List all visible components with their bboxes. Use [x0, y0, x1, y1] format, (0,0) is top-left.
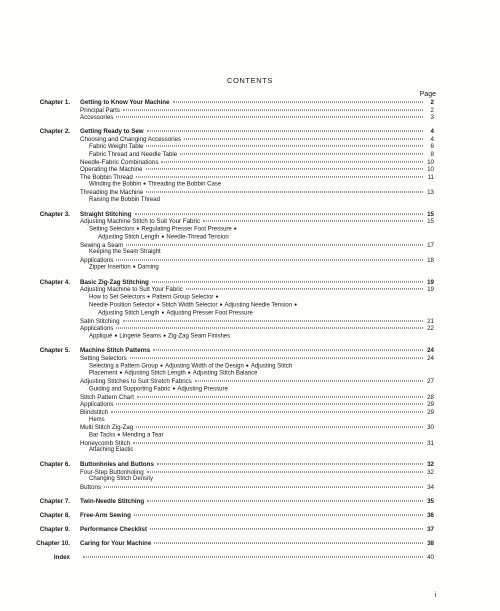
- chapter-block: [0, 279, 500, 341]
- chapter-label: Chapter 4.: [39, 278, 70, 286]
- entry-title: The Bobbin Thread: [80, 173, 133, 181]
- bullet-icon: ●: [147, 294, 151, 301]
- dot-leader: [153, 350, 423, 351]
- dot-leader: [186, 289, 423, 290]
- entry-title: Needle-Fabric Combinations: [80, 158, 159, 166]
- chapter-block: [0, 512, 500, 520]
- chapter-block: [0, 99, 500, 122]
- entry-title: Adjusting Machine to Suit Your Fabric: [80, 286, 183, 294]
- entry-title: Stitch Pattern Chart: [80, 393, 134, 401]
- entry-title: Applications: [80, 401, 114, 409]
- subtopic-item: Guiding and Supporting Fabric: [89, 386, 171, 393]
- entry-page: 19: [427, 278, 434, 286]
- entry-page: 19: [427, 286, 434, 294]
- subtopic-item: Selecting a Pattern Group: [89, 363, 159, 370]
- bullet-icon: ●: [143, 181, 147, 188]
- toc-entry[interactable]: [80, 107, 434, 115]
- chapter-list: [0, 99, 500, 568]
- bullet-icon: ●: [132, 264, 136, 271]
- toc-entry[interactable]: [80, 409, 434, 417]
- toc-entry[interactable]: [80, 218, 434, 226]
- toc-entry[interactable]: [80, 484, 434, 492]
- chapter-label: Chapter 1.: [39, 99, 70, 106]
- subtopic-item: Adjusting Presser Foot Pressure: [166, 310, 253, 317]
- chapter-heading-entry[interactable]: [80, 99, 434, 107]
- chapter-entries: [80, 99, 434, 122]
- chapter-label: Index: [53, 554, 70, 562]
- toc-entry[interactable]: [80, 469, 434, 477]
- subtopic-line: [80, 370, 434, 378]
- subtopic-item: Pattern Group Selector: [152, 294, 214, 301]
- subtopic-item: Zig-Zag Seam Finishes: [168, 333, 231, 340]
- toc-entry[interactable]: [80, 159, 434, 167]
- subtopic-item: Changing Stitch Density: [89, 476, 154, 483]
- entry-page: 2: [430, 106, 434, 114]
- chapter-label: Chapter 6.: [39, 461, 70, 469]
- chapter-heading-entry[interactable]: [80, 498, 434, 506]
- subtopic-item: Lingerie Seams: [119, 333, 162, 340]
- subtopic-item: Bar Tacks: [89, 432, 116, 439]
- toc-entry[interactable]: [80, 174, 434, 182]
- entry-page: 32: [427, 468, 434, 476]
- subtopic-item: Raising the Bobbin Thread: [89, 196, 160, 203]
- dot-leader: [104, 486, 423, 487]
- subtopic-line: [80, 234, 434, 242]
- subtopic-item: Attaching Elastic: [89, 447, 134, 454]
- bullet-icon: ●: [187, 370, 191, 377]
- entry-page: 40: [427, 554, 434, 562]
- entry-title: Fabric Weight Table: [89, 143, 144, 151]
- subtopic-item: Setting Selectors: [89, 226, 135, 233]
- entry-title: Choosing and Changing Accessories: [80, 135, 182, 143]
- entry-title: Applications: [80, 325, 114, 333]
- subtopic-item: Stitch Width Selector: [161, 302, 218, 309]
- subtopic-line: [80, 302, 434, 310]
- entry-title: Principal Parts: [80, 106, 120, 114]
- subtopic-item: Adjusting Stitch Length: [98, 310, 160, 317]
- subtopic-line: [80, 417, 434, 424]
- chapter-heading-entry[interactable]: [80, 128, 434, 136]
- subtopic-line: [80, 333, 434, 341]
- subtopic-item: How to Set Selectors: [89, 294, 146, 301]
- entry-title: Satin Stitching: [80, 317, 120, 325]
- dot-leader: [126, 244, 423, 245]
- chapter-block: [0, 211, 500, 273]
- entry-page: 38: [427, 540, 434, 547]
- chapter-label: Chapter 10.: [36, 540, 70, 547]
- subtopic-item: Threading the Bobbin Case: [148, 181, 222, 188]
- chapter-label: Chapter 9.: [39, 525, 70, 533]
- subtopic-item: Mending a Tear: [122, 432, 164, 439]
- entry-page: 29: [427, 401, 434, 409]
- entry-page: 37: [427, 525, 434, 533]
- chapter-label: Chapter 5.: [39, 347, 70, 355]
- subtopic-item: Adjusting Stitch Length: [98, 234, 160, 241]
- chapter-block: [0, 540, 500, 548]
- entry-page: 29: [427, 409, 434, 417]
- bullet-icon: ●: [156, 301, 160, 308]
- chapter-entries: [80, 279, 434, 341]
- chapter-entries: [80, 540, 434, 548]
- entry-page: 21: [427, 317, 434, 325]
- subtopic-item: Regulating Presser Foot Pressure: [141, 226, 232, 233]
- chapter-block: [0, 526, 500, 534]
- bullet-icon: ●: [161, 233, 165, 240]
- dot-leader: [184, 138, 423, 139]
- dot-leader: [147, 471, 423, 472]
- entry-title: Buttonholes and Buttons: [80, 461, 154, 469]
- entry-page: 22: [427, 325, 434, 333]
- entry-title: Honeycomb Stitch: [80, 439, 131, 447]
- bullet-icon: ●: [294, 301, 298, 308]
- entry-page: 15: [427, 218, 434, 226]
- toc-entry[interactable]: [80, 318, 434, 326]
- entry-title: Accessories: [80, 114, 114, 122]
- toc-entry[interactable]: [80, 401, 434, 409]
- entry-page: 6: [430, 143, 434, 151]
- bullet-icon: ●: [215, 294, 219, 301]
- subtopic-line: [80, 476, 434, 483]
- subtopic-item: Winding the Bobbin: [89, 181, 142, 188]
- subtopic-item: Needle Position Selector: [89, 302, 155, 309]
- toc-entry[interactable]: [80, 166, 434, 174]
- entry-page: 34: [427, 483, 434, 491]
- subtopic-line: [80, 226, 434, 234]
- dot-leader: [173, 102, 424, 103]
- subtopic-item: Adjusting Pressure: [177, 386, 228, 393]
- dot-leader: [111, 412, 423, 413]
- subtopic-item: Appliqué: [89, 333, 113, 340]
- bullet-icon: ●: [114, 332, 118, 339]
- bullet-icon: ●: [219, 301, 223, 308]
- chapter-heading-entry[interactable]: [80, 347, 434, 355]
- toc-entry[interactable]: [80, 189, 434, 197]
- chapter-block: [0, 461, 500, 491]
- bullet-icon: ●: [160, 362, 164, 369]
- entry-title: Free-Arm Sewing: [80, 511, 131, 519]
- dot-leader: [83, 557, 423, 558]
- dot-leader: [146, 169, 423, 170]
- subtopic-line: [80, 264, 434, 272]
- dot-leader: [130, 357, 423, 358]
- entry-page: 35: [427, 497, 434, 505]
- bullet-icon: ●: [172, 385, 176, 392]
- chapter-block: [0, 498, 500, 506]
- chapter-block: [0, 128, 500, 204]
- entry-page: 18: [427, 256, 434, 264]
- chapter-block: [0, 554, 500, 562]
- entry-title: Four-Step Buttonholing: [80, 468, 144, 476]
- entry-title: Caring for Your Machine: [80, 540, 152, 547]
- toc-entry[interactable]: [80, 114, 434, 122]
- toc-entry[interactable]: [80, 325, 434, 333]
- subtopic-line: [80, 447, 434, 454]
- chapter-entries: [80, 512, 434, 520]
- entry-page: 24: [427, 347, 434, 355]
- entry-page: 13: [427, 189, 434, 197]
- subtopic-line: [80, 249, 434, 256]
- subtopic-item: Darning: [137, 264, 159, 271]
- toc-entry[interactable]: [80, 440, 434, 448]
- chapter-heading-entry[interactable]: [80, 211, 434, 219]
- dot-leader: [116, 117, 423, 118]
- subtopic-line: [80, 386, 434, 394]
- dot-leader: [123, 320, 423, 321]
- bullet-icon: ●: [233, 226, 237, 233]
- dot-leader: [116, 328, 423, 329]
- subtopic-item: Hems: [89, 416, 105, 423]
- toc-entry[interactable]: [80, 242, 434, 250]
- entry-title: Adjusting Machine Stitch to Suit Your Fabric: [80, 218, 201, 226]
- entry-page: 3: [430, 114, 434, 122]
- entry-title: Buttons: [80, 483, 101, 491]
- entry-page: 36: [427, 511, 434, 519]
- page-column-header: Page: [419, 91, 436, 98]
- entry-title: Machine Stitch Patterns: [80, 347, 151, 355]
- dot-leader: [150, 528, 423, 529]
- bullet-icon: ●: [245, 362, 249, 369]
- bullet-icon: ●: [163, 332, 167, 339]
- entry-page: 28: [427, 393, 434, 401]
- entry-page: 11: [427, 173, 434, 181]
- dot-leader: [135, 213, 423, 214]
- chapter-entries: [80, 461, 434, 491]
- dot-leader: [136, 427, 423, 428]
- toc-entry[interactable]: [80, 257, 434, 265]
- dot-leader: [152, 281, 423, 282]
- dot-leader: [137, 396, 423, 397]
- dot-leader: [195, 381, 423, 382]
- entry-title: Performance Checklist: [80, 525, 148, 533]
- chapter-heading-entry[interactable]: [80, 526, 434, 534]
- page-number: i: [434, 592, 436, 599]
- subtopic-line: [80, 363, 434, 371]
- entry-page: 30: [427, 424, 434, 432]
- toc-entry[interactable]: [80, 394, 434, 402]
- chapter-entries: [80, 554, 434, 562]
- dot-leader: [203, 221, 423, 222]
- dot-leader: [161, 161, 423, 162]
- entry-title: Applications: [80, 256, 114, 264]
- dot-leader: [123, 109, 423, 110]
- entry-title: Setting Selectors: [80, 354, 127, 362]
- dot-leader: [134, 514, 423, 515]
- dot-leader: [146, 192, 423, 193]
- chapter-label: Chapter 8.: [39, 511, 70, 519]
- dot-leader: [133, 442, 423, 443]
- chapter-heading-entry[interactable]: [80, 279, 434, 287]
- subtopic-item: Adjusting Needle Tension: [224, 302, 293, 309]
- entry-title: Fabric Thread and Needle Table: [89, 151, 178, 159]
- entry-title: Twin-Needle Stitching: [80, 497, 145, 505]
- dot-leader: [147, 500, 423, 501]
- subtopic-item: Adjusting Stitch: [250, 363, 293, 370]
- dot-leader: [146, 146, 423, 147]
- subtopic-line: [80, 197, 434, 204]
- dot-leader: [154, 543, 423, 544]
- chapter-heading-entry[interactable]: [80, 512, 434, 520]
- entry-page: 2: [430, 99, 434, 106]
- page-title: CONTENTS: [226, 76, 274, 85]
- chapter-entries: [80, 526, 434, 534]
- entry-page: 17: [427, 241, 434, 249]
- chapter-heading-entry[interactable]: [80, 461, 434, 469]
- entry-page: 4: [430, 135, 434, 143]
- dot-leader: [147, 131, 423, 132]
- entry-page: 24: [427, 354, 434, 362]
- subtopic-item: Adjusting Width of the Design: [165, 363, 244, 370]
- entry-title: Threading the Machine: [80, 189, 144, 197]
- chapter-entries: [80, 347, 434, 454]
- toc-entry[interactable]: [80, 355, 434, 363]
- subtopic-item: Adjusting Stitch Balance: [192, 370, 258, 377]
- entry-page: 31: [427, 439, 434, 447]
- entry-page: 32: [427, 461, 434, 469]
- dot-leader: [116, 404, 423, 405]
- entry-title: Adjusting Stitches to Suit Stretch Fabrics: [80, 378, 192, 386]
- entry-title: Straight Stitching: [80, 210, 132, 218]
- toc-entry[interactable]: [80, 424, 434, 432]
- chapter-block: [0, 347, 500, 454]
- entry-title: Multi Stitch Zig-Zag: [80, 424, 134, 432]
- bullet-icon: ●: [136, 226, 140, 233]
- entry-title: Basic Zig-Zag Stitching: [80, 278, 149, 286]
- subtopic-item: Keeping the Seam Straight: [89, 249, 161, 256]
- chapter-entries: [80, 211, 434, 273]
- chapter-label: Chapter 3.: [39, 210, 70, 218]
- entry-page: 4: [430, 128, 434, 136]
- toc-entry[interactable]: [80, 286, 434, 294]
- entry-page: 15: [427, 210, 434, 218]
- chapter-entries: [80, 128, 434, 204]
- toc-entry[interactable]: [80, 378, 434, 386]
- chapter-label: Chapter 2.: [39, 128, 70, 136]
- dot-leader: [157, 464, 423, 465]
- entry-title: Operating the Machine: [80, 166, 143, 174]
- dot-leader: [180, 154, 423, 155]
- subtopic-item: Zipper Insertion: [89, 264, 131, 271]
- toc-entry[interactable]: [80, 143, 434, 151]
- bullet-icon: ●: [161, 309, 165, 316]
- subtopic-item: Adjusting Stitch Length: [124, 370, 186, 377]
- chapter-entries: [80, 498, 434, 506]
- subtopic-line: [80, 181, 434, 189]
- chapter-heading-entry[interactable]: [80, 540, 434, 548]
- entry-page: 10: [427, 158, 434, 166]
- bullet-icon: ●: [117, 431, 121, 438]
- entry-page: 27: [427, 378, 434, 386]
- entry-title: Getting Ready to Sew: [80, 128, 144, 136]
- entry-page: 10: [427, 166, 434, 174]
- subtopic-item: Needle-Thread Tension: [166, 234, 229, 241]
- subtopic-line: [80, 432, 434, 440]
- entry-title: Blindstitch: [80, 409, 109, 417]
- toc-entry[interactable]: [80, 554, 434, 562]
- entry-page: 8: [430, 151, 434, 159]
- dot-leader: [116, 259, 423, 260]
- entry-title: Sewing a Seam: [80, 241, 124, 249]
- chapter-label: Chapter 7.: [39, 497, 70, 505]
- subtopic-line: [80, 310, 434, 318]
- toc-entry[interactable]: [80, 151, 434, 159]
- bullet-icon: ●: [119, 370, 123, 377]
- entry-title: Getting to Know Your Machine: [80, 99, 170, 106]
- dot-leader: [136, 176, 423, 177]
- subtopic-line: [80, 294, 434, 302]
- toc-entry[interactable]: [80, 136, 434, 144]
- subtopic-item: Placement: [89, 370, 118, 377]
